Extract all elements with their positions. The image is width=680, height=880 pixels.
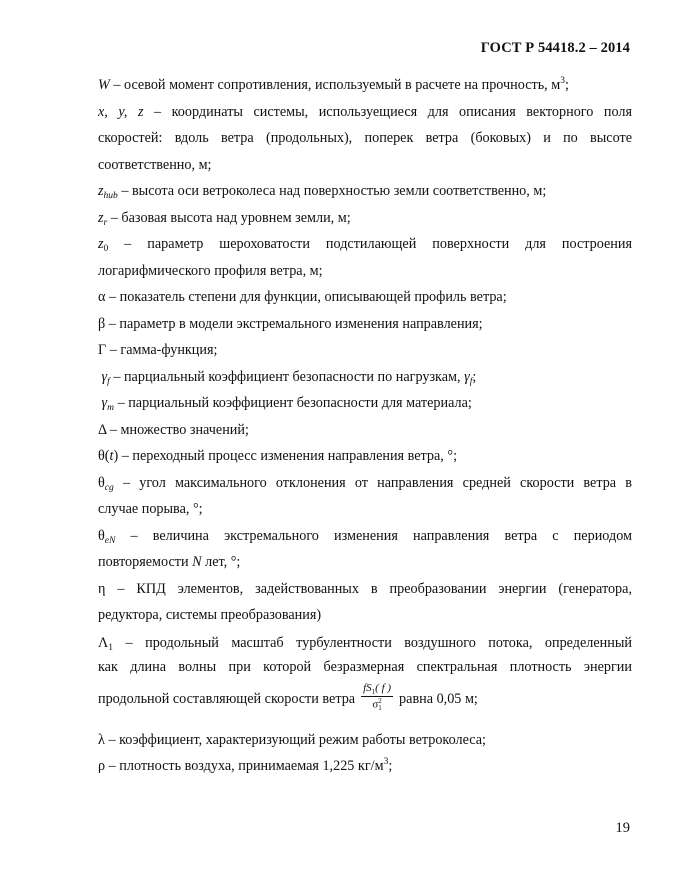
- spectral-fraction: $fS_1$( f ) σ 2 1: [363, 682, 392, 713]
- symbol: x, y, z: [98, 103, 144, 120]
- entry-beta: β – параметр в модели экстремального изменения направления;: [98, 315, 483, 332]
- entry-zr: $z_r$ – базовая высота над уровнем земли, м;: [98, 209, 351, 228]
- entry-rho: ρ – плотность воздуха, принимаемая 1,225 $кг/м^3$;: [98, 757, 393, 774]
- entry-z0-cont: логарифмического профиля ветра, м;: [98, 262, 323, 279]
- entry-z0: $z_0$ – параметр шероховатости подстилающей поверхности для построения: [98, 236, 632, 254]
- entry-w: W – осевой момент сопротивления, используемый в расчете на прочность, $м^3$;: [98, 76, 569, 93]
- entry-gamma-f: $\gamma_f$ – парциальный коэффициент безопасности по нагрузкам, $\gamma_f$;: [101, 368, 477, 387]
- entry-theta-eN: $\theta_{eN}$ – величина экстремального изменения направления ветра с периодом: [98, 527, 632, 546]
- entry-lambda: λ – коэффициент, характеризующий режим работы ветроколеса;: [98, 731, 486, 748]
- page-header-title: ГОСТ Р 54418.2 – 2014: [480, 40, 630, 56]
- symbols-list: [98, 72, 632, 780]
- definition: – координаты системы, используещиеся для описания векторного поля: [143, 103, 632, 120]
- entry-eta: η – КПД элементов, задействованных в преобразовании энергии (генератора,: [98, 580, 632, 597]
- entry-zhub: $z_{hub}$ – высота оси ветроколеса над поверхностью земли соответственно, м;: [98, 183, 547, 201]
- entry-theta-eN-cont: повторяемости N лет, °;: [98, 554, 241, 570]
- entry-eta-cont: редуктора, системы преобразования): [98, 607, 322, 623]
- entry-theta-t: θ(t) – переходный процесс изменения направления ветра, °;: [98, 448, 458, 464]
- entry-theta-cg: $\theta_{cg}$ – угол максимального отклонения от направления средней скорости ветра в: [98, 474, 632, 493]
- entry-xyz: [98, 99, 632, 126]
- entry-delta: Δ – множество значений;: [98, 421, 249, 438]
- page-number: 19: [615, 820, 630, 836]
- entry-gamma-m: $\gamma_m$ – парциальный коэффициент безопасности для материала;: [101, 395, 472, 413]
- symbol: W: [98, 77, 110, 93]
- entry-gamma-function: Γ – гамма-функция;: [98, 342, 218, 358]
- definition: – осевой момент сопротивления, используемый в расчете на прочность, м: [109, 77, 561, 93]
- entry-theta-cg-cont: случае порыва, °;: [98, 501, 203, 517]
- entry-xyz-cont2: соответственно, м;: [98, 156, 212, 173]
- entry-xyz-cont: скоростей: вдоль ветра (продольных), поперек ветра (боковых) и по высоте: [98, 130, 632, 146]
- entry-alpha: α – показатель степени для функции, описывающей профиль ветра;: [98, 289, 507, 305]
- entry-lambda1: $\Lambda_1$ – продольный масштаб турбулентности воздушного потока, определенный как длина волны при которой безразмерная спектральная плотность энергии продольной составляющей скорости ветра $fS_1$( f ) σ 2 1 равна 0,05 м;: [98, 634, 632, 713]
